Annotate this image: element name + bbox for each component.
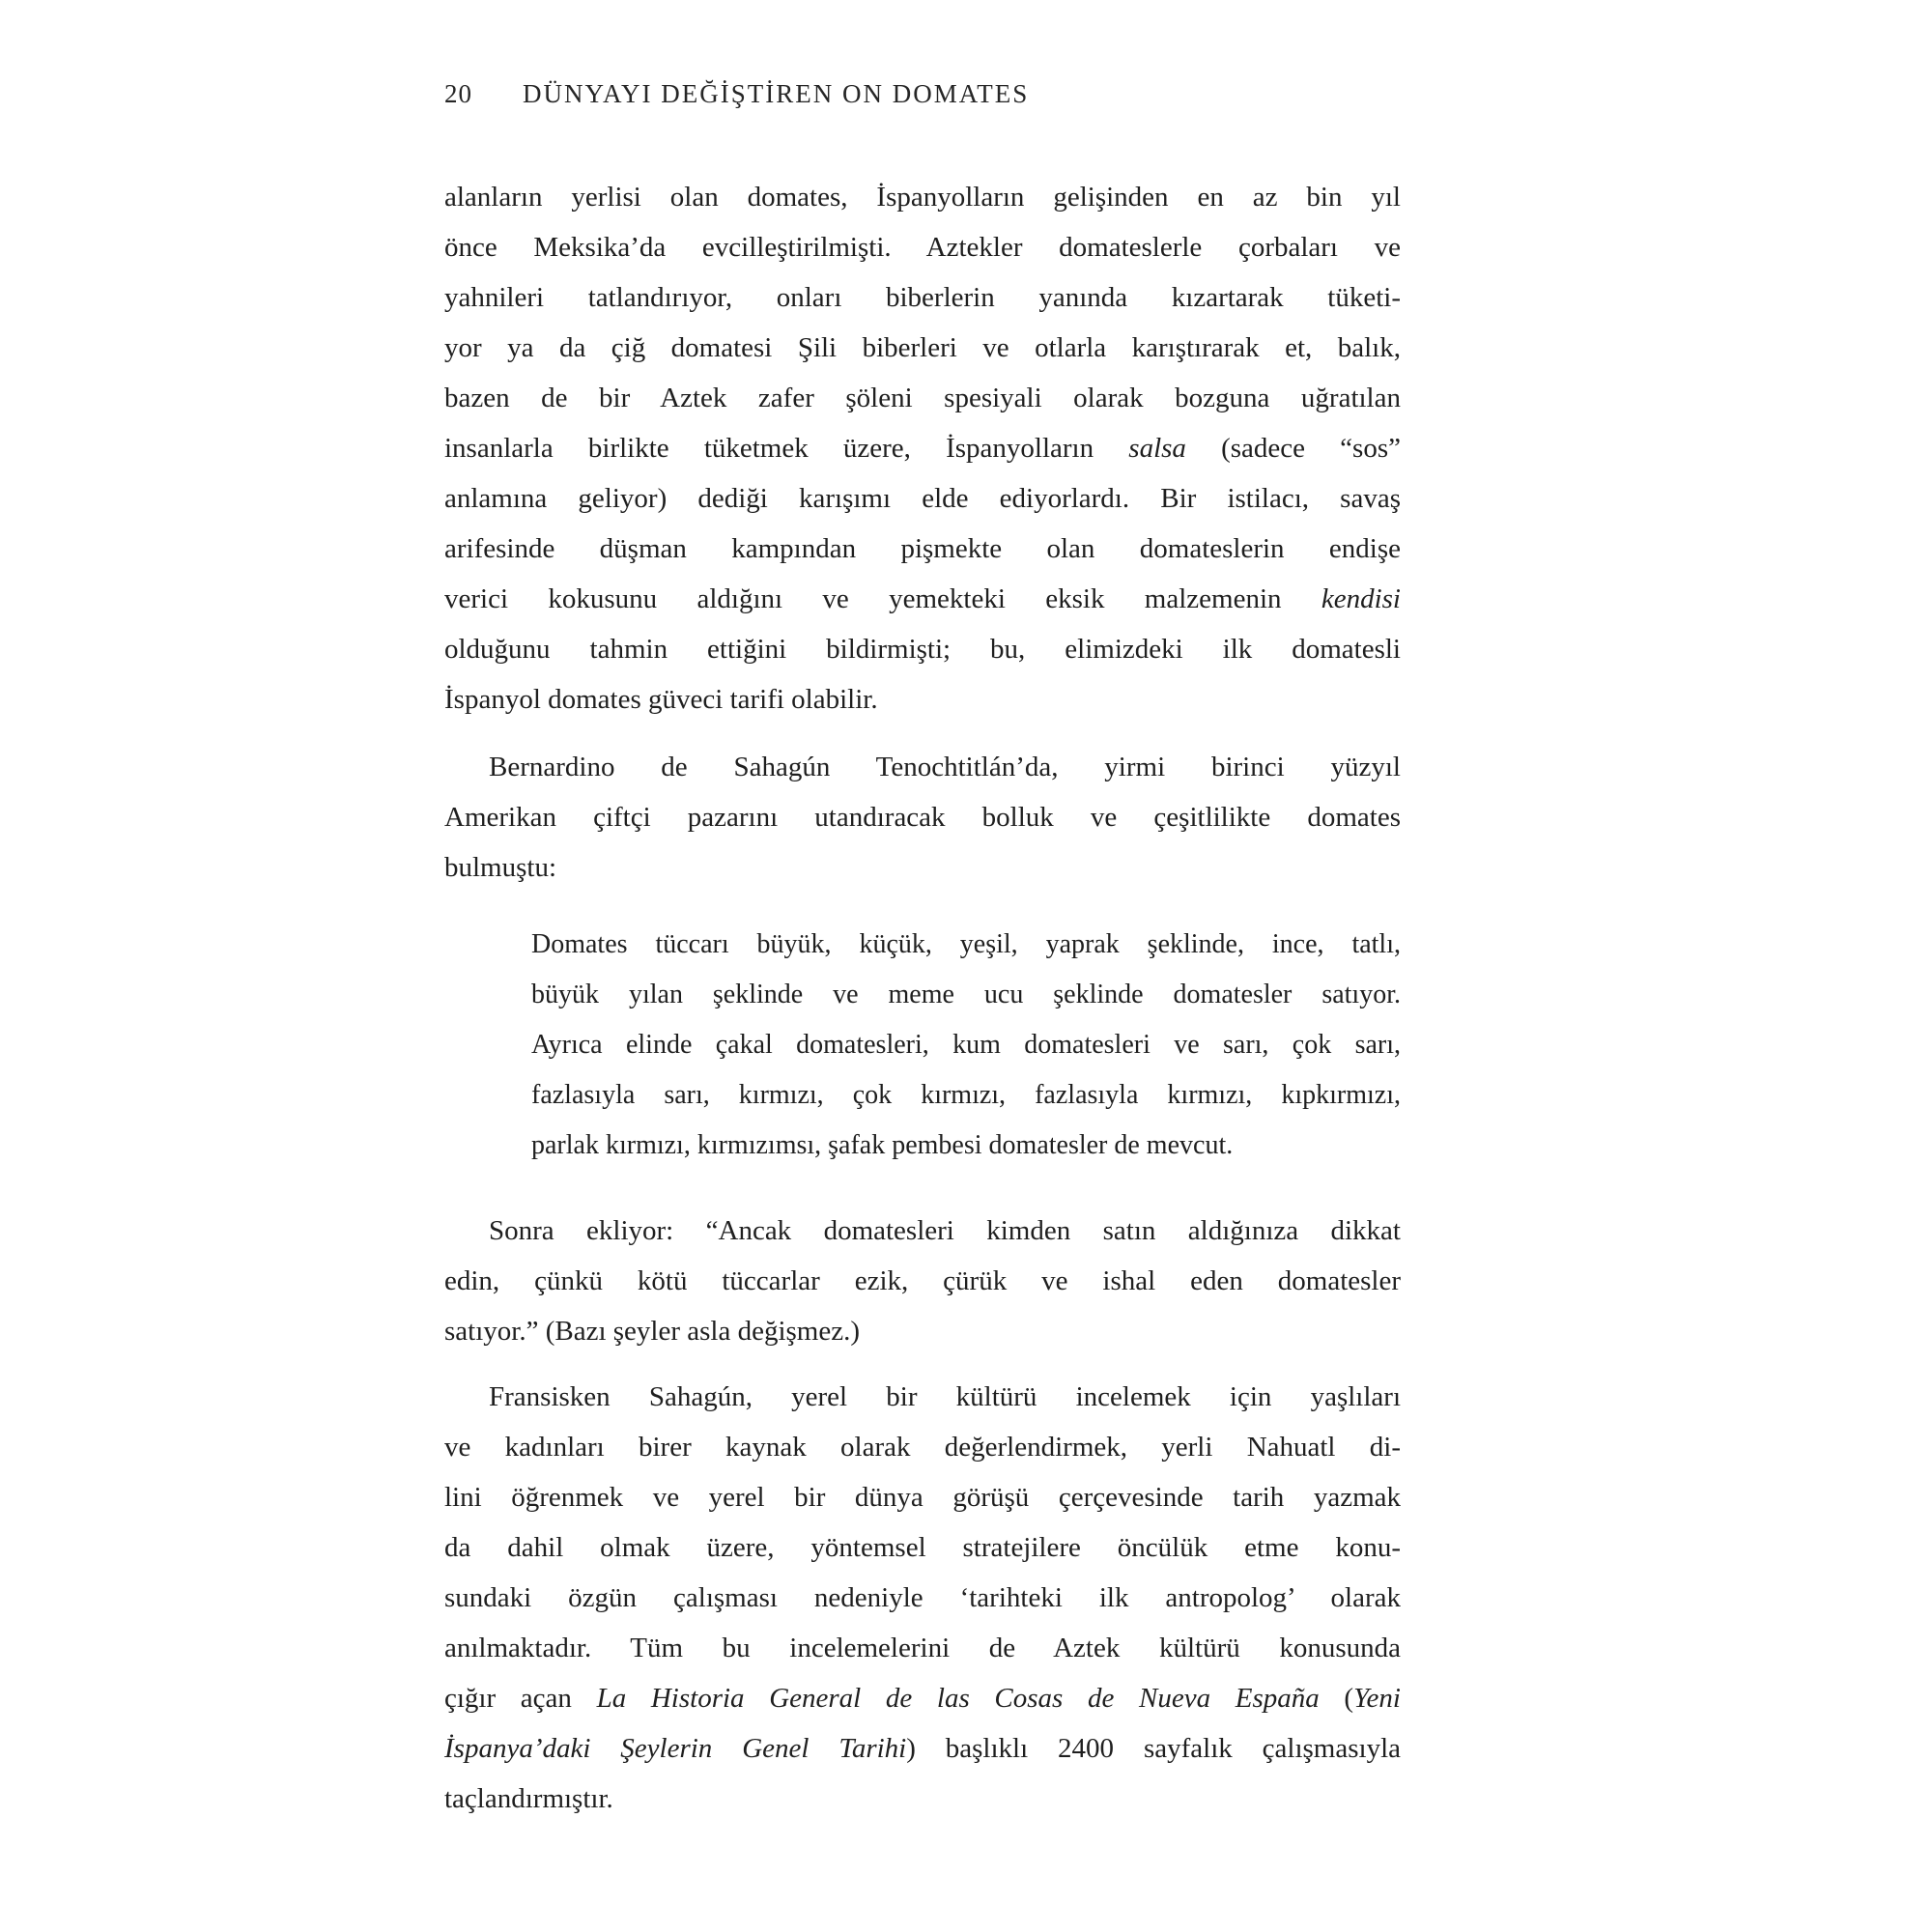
body-paragraph-1 [444,172,1401,724]
running-title: DÜNYAYI DEĞİŞTİREN ON DOMATES [523,79,1030,108]
text-line: yor ya da çiğ domatesi Şili biberleri ve otlarla karıştırarak et, balık, [444,332,1401,363]
text-line: Ayrıca elinde çakal domatesleri, kum domatesleri ve sarı, çok sarı, [531,1030,1401,1060]
text-line: anlamına geliyor) dediği karışımı elde ediyorlardı. Bir istilacı, savaş [444,483,1401,514]
text-line: insanlarla birlikte tüketmek üzere, İspanyolların salsa (sadece “sos” [444,433,1402,464]
text-line: taçlandırmıştır. [444,1783,613,1814]
text-line: ve kadınları birer kaynak olarak değerlendirmek, yerli Nahuatl di- [444,1432,1401,1463]
text-line: büyük yılan şeklinde ve meme ucu şeklinde domatesler satıyor. [531,980,1401,1009]
text-line: bazen de bir Aztek zafer şöleni spesiyali olarak bozguna uğratılan [444,383,1401,413]
page-number: 20 [444,79,472,108]
text-line: Fransisken Sahagún, yerel bir kültürü incelemek için yaşlıları [489,1381,1401,1412]
text-line: yahnileri tatlandırıyor, onları biberlerin yanında kızartarak tüketi- [444,282,1401,313]
text-line: Sonra ekliyor: “Ancak domatesleri kimden satın aldığınıza dikkat [489,1215,1401,1246]
body-paragraph-4 [444,1372,1401,1824]
text-line: anılmaktadır. Tüm bu incelemelerini de Aztek kültürü konusunda [444,1633,1401,1663]
text-line: İspanya’daki Şeylerin Genel Tarihi) başlıklı 2400 sayfalık çalışmasıyla [444,1733,1401,1764]
text-line: lini öğrenmek ve yerel bir dünya görüşü çerçevesinde tarih yazmak [444,1482,1401,1513]
text-line: fazlasıyla sarı, kırmızı, çok kırmızı, fazlasıyla kırmızı, kıpkırmızı, [531,1080,1401,1110]
text-line: satıyor.” (Bazı şeyler asla değişmez.) [444,1316,861,1347]
page-content [444,79,1401,1824]
body-paragraph-2 [444,742,1401,893]
text-line: Amerikan çiftçi pazarını utandıracak bolluk ve çeşitlilikte domates [444,802,1401,833]
text-line: Domates tüccarı büyük, küçük, yeşil, yaprak şeklinde, ince, tatlı, [531,929,1401,959]
text-line: alanların yerlisi olan domates, İspanyolların gelişinden en az bin yıl [444,182,1401,213]
text-line: önce Meksika’da evcilleştirilmişti. Aztekler domateslerle çorbaları ve [444,232,1401,263]
text-line: çığır açan La Historia General de las Cosas de Nueva España (Yeni [444,1683,1401,1714]
text-line: da dahil olmak üzere, yöntemsel stratejilere öncülük etme konu- [444,1532,1401,1563]
text-line: İspanyol domates güveci tarifi olabilir. [444,684,878,715]
text-line: sundaki özgün çalışması nedeniyle ‘tarihteki ilk antropolog’ olarak [444,1582,1401,1613]
body-paragraph-3 [444,1206,1401,1356]
text-line: edin, çünkü kötü tüccarlar ezik, çürük ve ishal eden domatesler [444,1265,1401,1296]
page-header [444,79,1401,112]
text-line: olduğunu tahmin ettiğini bildirmişti; bu, elimizdeki ilk domatesli [444,634,1401,665]
text-line: arifesinde düşman kampından pişmekte olan domateslerin endişe [444,533,1401,564]
text-line: Bernardino de Sahagún Tenochtitlán’da, yirmi birinci yüzyıl [489,752,1401,782]
text-line: bulmuştu: [444,852,557,883]
block-quote [444,920,1401,1171]
text-line: verici kokusunu aldığını ve yemekteki eksik malzemenin kendisi [444,583,1401,614]
text-line: parlak kırmızı, kırmızımsı, şafak pembesi domatesler de mevcut. [531,1130,1234,1160]
